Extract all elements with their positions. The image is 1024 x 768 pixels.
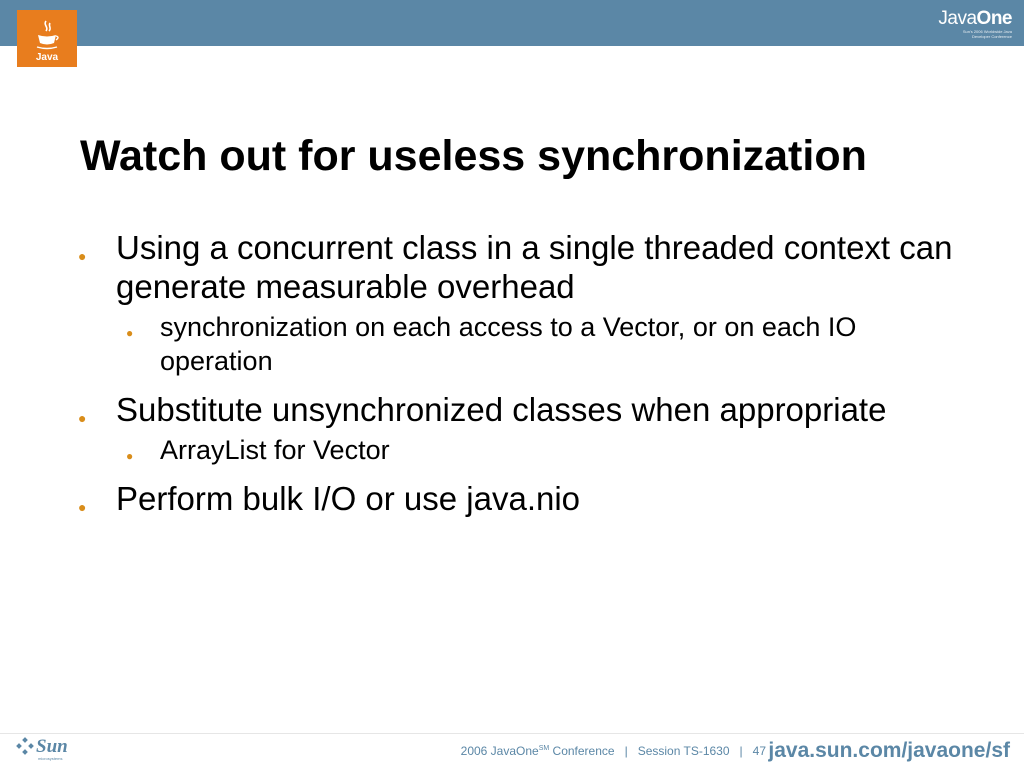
sun-logo-subtext: microsystems [38, 756, 63, 761]
bullet-dot-icon: ● [126, 449, 134, 463]
bullet-text: Perform bulk I/O or use java.nio [116, 480, 581, 517]
sub-bullet-text: synchronization on each access to a Vector, or on each IO operation [160, 312, 857, 376]
footer-url: java.sun.com/javaone/sf [768, 739, 1010, 762]
sub-bullet-item [116, 433, 958, 467]
sun-logo [16, 736, 68, 761]
footer-divider [0, 733, 1024, 734]
bullet-dot-icon: ● [78, 410, 87, 426]
javaone-wordmark: JavaOne [938, 8, 1012, 29]
bullet-item [78, 479, 958, 518]
bullet-dot-icon: ● [126, 326, 134, 340]
bullet-item [78, 390, 958, 429]
java-logo-text: Java [35, 52, 59, 63]
bullet-text: Substitute unsynchronized classes when appropriate [116, 391, 887, 428]
sub-bullet-item [116, 310, 958, 378]
slide-title: Watch out for useless synchronization [80, 132, 867, 180]
coffee-cup-icon [34, 19, 60, 51]
sun-logo-text: Sun [36, 736, 68, 757]
bullet-list [78, 228, 958, 522]
bullet-text: Using a concurrent class in a single threaded context can generate measurable overhead [116, 229, 953, 305]
bullet-item [78, 228, 958, 306]
footer-session-info: 2006 JavaOne℠ Conference | Session TS-1630 | 47 [460, 744, 766, 758]
bullet-dot-icon: ● [78, 248, 87, 264]
java-logo [17, 10, 77, 67]
javaone-tagline: Sun's 2006 Worldwide Java Developer Conference [962, 29, 1012, 39]
bullet-dot-icon: ● [78, 499, 87, 515]
header-bar [0, 0, 1024, 46]
sub-bullet-text: ArrayList for Vector [160, 435, 390, 465]
javaone-logo [938, 9, 1012, 39]
sun-mark-icon [16, 737, 34, 755]
